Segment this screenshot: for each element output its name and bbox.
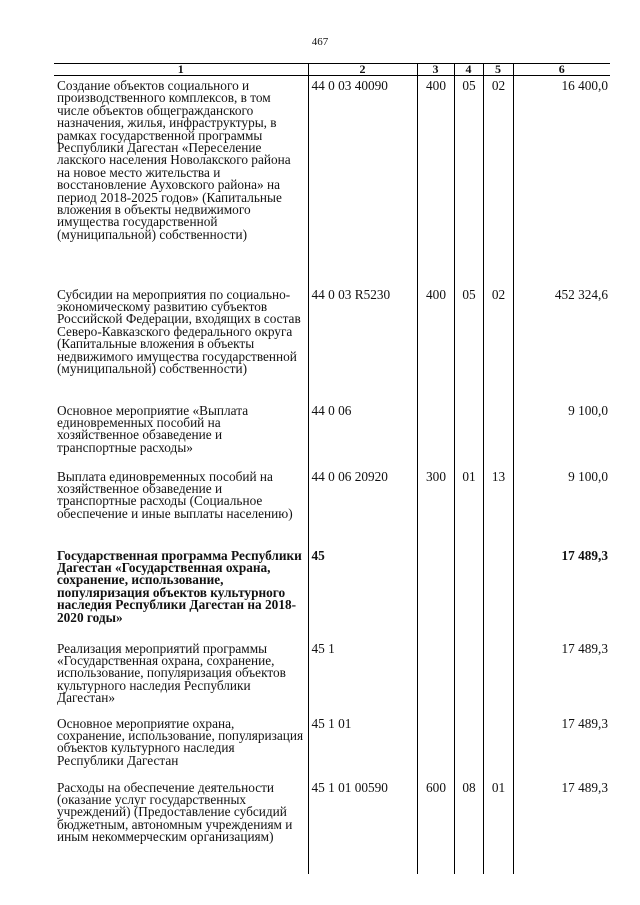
- expense-type-code: 300: [417, 467, 454, 546]
- amount: 452 324,6: [513, 285, 610, 401]
- table-row: [54, 714, 610, 778]
- column-header: 5: [483, 64, 513, 76]
- expense-name: Выплата единовременных пособий на хозяйственное обзаведение и транспортные расходы (Социальное обеспечение и иные выплаты населению): [57, 468, 293, 521]
- target-article-code: 44 0 06: [308, 401, 417, 467]
- page-number: 467: [311, 36, 329, 48]
- target-article-code: 44 0 03 40090: [308, 76, 417, 285]
- subsection-code: 01: [483, 778, 513, 874]
- section-code: [454, 546, 483, 639]
- expense-name: Расходы на обеспечение деятельности (оказание услуг государственных учреждений) (Предоставление субсидий бюджетным, автономным учреждениям и иным некоммерческим организациям): [57, 779, 293, 845]
- column-header: 4: [454, 64, 483, 76]
- amount: 16 400,0: [513, 76, 610, 285]
- subsection-code: 02: [483, 285, 513, 401]
- amount: 9 100,0: [513, 401, 610, 467]
- column-header: 3: [417, 64, 454, 76]
- amount: 17 489,3: [513, 714, 610, 778]
- expense-type-code: [417, 401, 454, 467]
- expense-type-code: 400: [417, 76, 454, 285]
- expense-name: Создание объектов социального и производственного комплексов, в том числе объектов общегражданского назначения, жилья, инфраструктуры, в рамках государственной программы Республики Дагестан «Переселение лакского населения Новолакского района на новое место жительства и восстановление Ауховского района» на период 2018-2025 годов» (Капитальные вложения в объекты недвижимого имущества государственной (муниципальной) собственности): [57, 78, 291, 242]
- amount: 17 489,3: [513, 546, 610, 639]
- target-article-code: 45: [308, 546, 417, 639]
- section-code: 01: [454, 467, 483, 546]
- expense-type-code: [417, 639, 454, 714]
- section-code: [454, 714, 483, 778]
- subsection-code: [483, 639, 513, 714]
- subsection-code: 13: [483, 467, 513, 546]
- table-row: [54, 546, 610, 639]
- table-row: [54, 76, 610, 285]
- section-code: [454, 401, 483, 467]
- expense-name: Основное мероприятие охрана, сохранение, использование, популяризация объектов культурного наследия Республики Дагестан: [57, 715, 304, 768]
- expense-type-code: [417, 714, 454, 778]
- section-code: 05: [454, 76, 483, 285]
- subsection-code: 02: [483, 76, 513, 285]
- column-header: 2: [308, 64, 417, 76]
- amount: 17 489,3: [513, 778, 610, 874]
- target-article-code: 44 0 06 20920: [308, 467, 417, 546]
- amount: 9 100,0: [513, 467, 610, 546]
- table-row: [54, 639, 610, 714]
- table-header-row: [54, 64, 610, 76]
- expense-type-code: 400: [417, 285, 454, 401]
- subsection-code: [483, 546, 513, 639]
- table-row: [54, 401, 610, 467]
- table-row: [54, 285, 610, 401]
- expense-type-code: [417, 546, 454, 639]
- section-code: [454, 639, 483, 714]
- section-code: 08: [454, 778, 483, 874]
- table-row: [54, 467, 610, 546]
- expense-name: Государственная программа Республики Дагестан «Государственная охрана, сохранение, использование, популяризация объектов культурного наследия Республики Дагестан на 2018-2020 годы»: [57, 547, 302, 625]
- target-article-code: 44 0 03 R5230: [308, 285, 417, 401]
- expense-name: Субсидии на мероприятия по социально-экономическому развитию субъектов Российской Федерации, входящих в состав Северо-Кавказского федерального округа (Капитальные вложения в объекты недвижимого имущества государственной (муниципальной) собственности): [57, 286, 301, 376]
- amount: 17 489,3: [513, 639, 610, 714]
- expense-name: Основное мероприятие «Выплата единовременных пособий на хозяйственное обзаведение и транспортные расходы»: [57, 402, 249, 455]
- target-article-code: 45 1 01 00590: [308, 778, 417, 874]
- column-header: 6: [513, 64, 610, 76]
- column-header: 1: [54, 64, 308, 76]
- target-article-code: 45 1 01: [308, 714, 417, 778]
- table-row: [54, 778, 610, 874]
- budget-table: [54, 63, 610, 874]
- subsection-code: [483, 714, 513, 778]
- target-article-code: 45 1: [308, 639, 417, 714]
- expense-name: Реализация мероприятий программы «Государственная охрана, сохранение, использование, популяризация объектов культурного наследия Республики Дагестан»: [57, 640, 286, 706]
- expense-type-code: 600: [417, 778, 454, 874]
- section-code: 05: [454, 285, 483, 401]
- subsection-code: [483, 401, 513, 467]
